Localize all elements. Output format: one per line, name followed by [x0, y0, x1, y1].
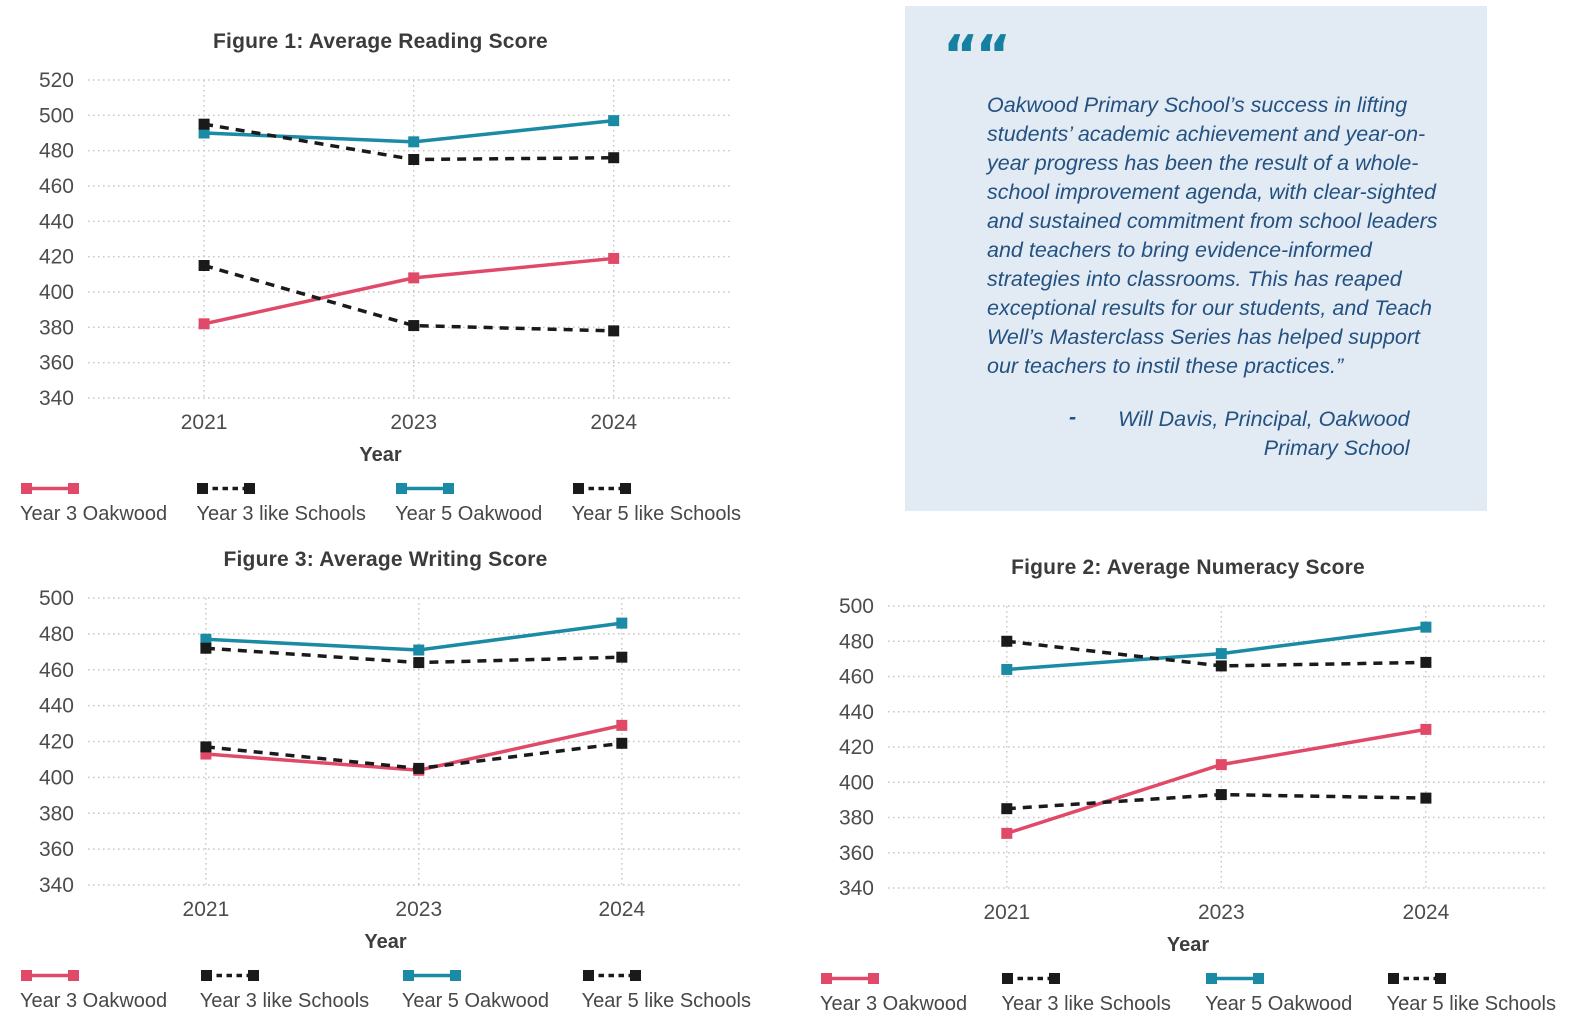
marker-year-5-like-schools	[608, 152, 619, 163]
figure-1-title: Figure 1: Average Reading Score	[213, 30, 548, 53]
y-tick-label: 460	[38, 175, 74, 198]
marker-year-3-like-schools	[408, 320, 419, 331]
marker-year-3-like-schools	[199, 260, 210, 271]
marker-year-3-oakwood	[1001, 828, 1012, 839]
legend-swatch-marker	[68, 970, 79, 981]
figure-1-legend	[8, 481, 753, 526]
figure-1-reading-chart	[8, 30, 753, 526]
figure-2-title: Figure 2: Average Numeracy Score	[1011, 556, 1365, 579]
marker-year-5-like-schools	[1001, 636, 1012, 647]
x-tick-label: 2024	[598, 898, 646, 921]
x-tick-label: 2023	[390, 411, 438, 434]
figure-3-x-axis-label: Year	[364, 931, 407, 953]
y-tick-label: 400	[38, 766, 74, 790]
y-tick-label: 460	[38, 658, 74, 682]
y-tick-label: 380	[838, 806, 874, 830]
legend-label: Year 5 like Schools	[581, 990, 751, 1012]
legend-item-year-3-oakwood	[20, 968, 167, 1013]
marker-year-3-like-schools	[1420, 793, 1431, 804]
marker-year-3-oakwood	[199, 318, 210, 329]
legend-swatch-marker	[403, 970, 414, 981]
legend-swatch-year-5-oakwood	[402, 968, 462, 983]
y-tick-label: 500	[838, 595, 874, 618]
figure-2-plot	[808, 590, 1568, 932]
marker-year-3-like-schools	[200, 741, 211, 752]
legend-label: Year 3 Oakwood	[20, 503, 168, 525]
legend-swatch-marker	[1049, 973, 1060, 984]
legend-swatch-year-5-oakwood	[395, 481, 455, 496]
marker-year-3-oakwood	[616, 720, 627, 731]
figure-3-writing-chart	[8, 548, 763, 1013]
legend-swatch-year-3-like-schools	[196, 481, 256, 496]
legend-swatch-marker	[197, 483, 208, 494]
legend-swatch-marker	[443, 483, 454, 494]
legend-swatch-marker	[1002, 973, 1013, 984]
attribution-line-2: Primary School	[1263, 435, 1410, 460]
legend-item-year-3-oakwood	[820, 971, 967, 1016]
legend-label: Year 3 Oakwood	[20, 990, 168, 1012]
y-tick-label: 420	[38, 730, 74, 754]
marker-year-5-oakwood	[1216, 648, 1227, 659]
marker-year-5-like-schools	[1216, 660, 1227, 671]
attribution-text	[1118, 405, 1409, 463]
legend-swatch-marker	[244, 483, 255, 494]
marker-year-3-like-schools	[616, 738, 627, 749]
marker-year-5-like-schools	[200, 643, 211, 654]
marker-year-5-like-schools	[413, 657, 424, 668]
figure-2-numeracy-chart	[808, 556, 1568, 1016]
y-tick-label: 440	[38, 210, 74, 234]
legend-swatch-marker	[21, 970, 32, 981]
marker-year-5-like-schools	[1420, 657, 1431, 668]
testimonial-quote-block	[905, 6, 1487, 511]
legend-swatch-marker	[248, 970, 259, 981]
legend-label: Year 5 like Schools	[1386, 993, 1556, 1015]
marker-year-3-oakwood	[1420, 724, 1431, 735]
marker-year-5-oakwood	[1420, 622, 1431, 633]
x-tick-label: 2021	[180, 411, 228, 434]
legend-swatch-marker	[583, 970, 594, 981]
y-tick-label: 500	[38, 104, 74, 128]
y-tick-label: 480	[838, 630, 874, 654]
marker-year-5-oakwood	[616, 618, 627, 629]
marker-year-3-oakwood	[408, 272, 419, 283]
legend-swatch-marker	[868, 973, 879, 984]
y-tick-label: 500	[38, 587, 74, 610]
x-tick-label: 2023	[395, 898, 443, 921]
legend-swatch-marker	[1206, 973, 1217, 984]
y-tick-label: 340	[38, 387, 74, 410]
legend-swatch-marker	[1388, 973, 1399, 984]
marker-year-5-oakwood	[413, 645, 424, 656]
y-tick-label: 420	[838, 736, 874, 759]
marker-year-3-oakwood	[1216, 759, 1227, 770]
legend-item-year-3-like-schools	[196, 481, 365, 526]
figure-2-legend	[808, 971, 1568, 1016]
marker-year-5-like-schools	[199, 119, 210, 130]
legend-label: Year 5 Oakwood	[1205, 993, 1353, 1015]
y-tick-label: 440	[838, 700, 874, 724]
legend-label: Year 3 like Schools	[196, 503, 366, 525]
figure-2-x-axis-label: Year	[1166, 934, 1210, 956]
legend-swatch-marker	[1253, 973, 1264, 984]
y-tick-label: 380	[38, 802, 74, 826]
quote-text: Oakwood Primary School’s success in lifting students’ academic achievement and year-on-year progress has been the result of a whole-school improvement agenda, with clear-sighted and sustained commitment from school leaders and teachers to bring evidence-informed strategies into classrooms. This has reaped exceptional results for our students, and Teach Well’s Masterclass Series has helped support our teachers to instil these practices.”	[987, 92, 1438, 378]
y-tick-label: 420	[38, 245, 74, 269]
marker-year-5-oakwood	[608, 115, 619, 126]
marker-year-3-like-schools	[608, 325, 619, 336]
x-tick-label: 2021	[983, 901, 1031, 924]
figure-3-legend	[8, 968, 763, 1013]
legend-label: Year 3 like Schools	[1001, 993, 1171, 1015]
quote-icon: ““	[943, 24, 1008, 87]
y-tick-label: 480	[38, 139, 74, 163]
figure-3-title: Figure 3: Average Writing Score	[223, 548, 548, 571]
legend-item-year-5-like-schools	[1387, 971, 1556, 1016]
legend-item-year-3-oakwood	[20, 481, 167, 526]
x-tick-label: 2021	[182, 898, 230, 921]
marker-year-3-like-schools	[413, 763, 424, 774]
y-tick-label: 360	[838, 841, 874, 865]
legend-swatch-marker	[21, 483, 32, 494]
legend-item-year-3-like-schools	[1001, 971, 1170, 1016]
y-tick-label: 400	[38, 281, 74, 304]
legend-swatch-year-3-like-schools	[200, 968, 260, 983]
legend-swatch-marker	[396, 483, 407, 494]
legend-label: Year 3 like Schools	[199, 990, 370, 1012]
legend-swatch-year-5-like-schools	[582, 968, 642, 983]
legend-swatch-marker	[450, 970, 461, 981]
legend-label: Year 5 Oakwood	[395, 503, 543, 525]
y-tick-label: 360	[38, 351, 74, 375]
legend-swatch-marker	[620, 483, 631, 494]
legend-swatch-year-3-oakwood	[820, 971, 880, 986]
figure-3-plot	[8, 582, 763, 929]
figure-1-plot	[8, 64, 753, 442]
marker-year-5-like-schools	[616, 652, 627, 663]
legend-item-year-5-oakwood	[402, 968, 549, 1013]
legend-item-year-5-like-schools	[582, 968, 751, 1013]
legend-swatch-marker	[630, 970, 641, 981]
y-tick-label: 480	[38, 622, 74, 646]
y-tick-label: 340	[38, 874, 74, 897]
y-tick-label: 460	[838, 665, 874, 689]
legend-swatch-year-5-like-schools	[572, 481, 632, 496]
legend-item-year-3-like-schools	[200, 968, 369, 1013]
x-tick-label: 2024	[1402, 901, 1450, 924]
legend-swatch-marker	[201, 970, 212, 981]
y-tick-label: 380	[38, 316, 74, 340]
attribution-dash: -	[1069, 404, 1077, 429]
y-tick-label: 440	[38, 694, 74, 718]
legend-swatch-year-5-like-schools	[1387, 971, 1447, 986]
marker-year-3-oakwood	[608, 253, 619, 264]
y-tick-label: 360	[38, 838, 74, 862]
legend-item-year-5-oakwood	[395, 481, 542, 526]
legend-swatch-marker	[821, 973, 832, 984]
y-tick-label: 520	[38, 69, 74, 92]
legend-swatch-year-3-oakwood	[20, 481, 80, 496]
legend-swatch-year-3-like-schools	[1001, 971, 1061, 986]
marker-year-5-like-schools	[408, 154, 419, 165]
x-tick-label: 2024	[590, 411, 638, 434]
legend-label: Year 5 Oakwood	[401, 990, 549, 1012]
marker-year-5-oakwood	[1001, 664, 1012, 675]
legend-item-year-5-oakwood	[1205, 971, 1352, 1016]
y-tick-label: 400	[838, 771, 874, 795]
series-line-year-3-oakwood	[204, 258, 614, 323]
legend-swatch-marker	[68, 483, 79, 494]
marker-year-3-like-schools	[1001, 803, 1012, 814]
legend-swatch-year-3-oakwood	[20, 968, 80, 983]
legend-swatch-marker	[573, 483, 584, 494]
marker-year-3-like-schools	[1216, 789, 1227, 800]
x-tick-label: 2023	[1197, 901, 1245, 924]
legend-swatch-year-5-oakwood	[1205, 971, 1265, 986]
legend-label: Year 3 Oakwood	[820, 993, 968, 1015]
quote-attribution	[1069, 405, 1447, 463]
legend-swatch-marker	[1435, 973, 1446, 984]
y-tick-label: 340	[838, 877, 874, 900]
figure-1-x-axis-label: Year	[359, 444, 402, 466]
legend-item-year-5-like-schools	[572, 481, 741, 526]
attribution-line-1: Will Davis, Principal, Oakwood	[1118, 406, 1410, 431]
legend-label: Year 5 like Schools	[571, 503, 741, 525]
marker-year-5-oakwood	[408, 136, 419, 147]
